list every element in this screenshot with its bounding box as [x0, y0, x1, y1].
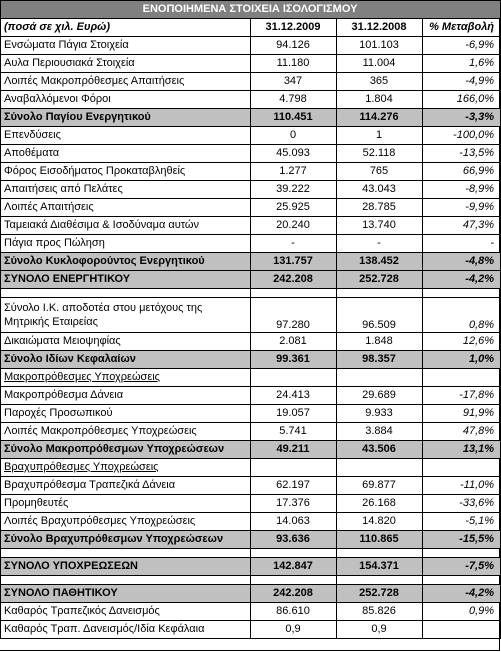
subtotal-row	[1, 531, 501, 549]
value-2009: 0,9	[251, 621, 337, 639]
change-percent: 12,6%	[423, 333, 501, 351]
value-2008: 154.371	[337, 558, 423, 576]
value-2008: 28.785	[337, 199, 423, 217]
value-2008: 85.826	[337, 603, 423, 621]
row-label: Καθαρός Τραπ. Δανεισμός/Ιδία Κεφάλαια	[1, 621, 251, 639]
table-row	[1, 576, 501, 585]
row-label: ΣΥΝΟΛΟ ΥΠΟΧΡΕΩΣΕΩΝ	[1, 558, 251, 576]
column-header-2008: 31.12.2008	[337, 19, 423, 37]
change-percent: -100,0%	[423, 127, 501, 145]
subtotal-row	[1, 558, 501, 576]
change-percent: -4,2%	[423, 271, 501, 289]
subtotal-row	[1, 441, 501, 459]
value-2009: 25.925	[251, 199, 337, 217]
value-2008: -	[337, 235, 423, 253]
value-2009: 131.757	[251, 253, 337, 271]
table-row	[1, 217, 501, 235]
row-label: Λοιπές Μακροπρόθεσμες Υποχρεώσεις	[1, 423, 251, 441]
value-2008: 11.004	[337, 55, 423, 73]
row-label: ΣΥΝΟΛΟ ΕΝΕΡΓΗΤΙΚΟΥ	[1, 271, 251, 289]
row-label: ΣΥΝΟΛΟ ΠΑΘΗΤΙΚΟΥ	[1, 585, 251, 603]
row-label: Ταμειακά Διαθέσιμα & Ισοδύναμα αυτών	[1, 217, 251, 235]
value-2009: 94.126	[251, 37, 337, 55]
value-2009: 45.093	[251, 145, 337, 163]
change-percent: -4,9%	[423, 73, 501, 91]
change-percent: -17,8%	[423, 387, 501, 405]
value-2009: 97.280	[251, 298, 337, 333]
column-header-2009: 31.12.2009	[251, 19, 337, 37]
value-2008: 52.118	[337, 145, 423, 163]
table-header-row	[1, 19, 501, 37]
value-2008: 252.728	[337, 585, 423, 603]
table-row	[1, 37, 501, 55]
change-percent: -13,5%	[423, 145, 501, 163]
value-2008: 3.884	[337, 423, 423, 441]
value-2008: 43.506	[337, 441, 423, 459]
row-label: Δικαιώματα Μειοψηφίας	[1, 333, 251, 351]
change-percent	[423, 576, 501, 585]
table-row	[1, 495, 501, 513]
change-percent: 66,9%	[423, 163, 501, 181]
table-title-row	[1, 1, 501, 19]
row-label: Παροχές Προσωπικού	[1, 405, 251, 423]
change-percent: 91,9%	[423, 405, 501, 423]
row-label	[1, 459, 251, 477]
change-percent	[423, 549, 501, 558]
value-2009: 19.057	[251, 405, 337, 423]
value-2009: 14.063	[251, 513, 337, 531]
value-2008: 69.877	[337, 477, 423, 495]
row-label: Ενσώματα Πάγια Στοιχεία	[1, 37, 251, 55]
row-label: Πάγια προς Πώληση	[1, 235, 251, 253]
value-2008: 1	[337, 127, 423, 145]
change-percent: -4,2%	[423, 585, 501, 603]
subtotal-row	[1, 351, 501, 369]
value-2009: 93.636	[251, 531, 337, 549]
table-row	[1, 235, 501, 253]
table-row	[1, 163, 501, 181]
value-2008: 43.043	[337, 181, 423, 199]
change-percent: 1,6%	[423, 55, 501, 73]
change-percent	[423, 621, 501, 639]
table-row	[1, 387, 501, 405]
change-percent	[423, 369, 501, 387]
section-heading-row	[1, 369, 501, 387]
row-label: Σύνολο Παγίου Ενεργητικού	[1, 109, 251, 127]
change-percent: -3,3%	[423, 109, 501, 127]
value-2009	[251, 549, 337, 558]
value-2009: 2.081	[251, 333, 337, 351]
value-2008: 29.689	[337, 387, 423, 405]
subtotal-row	[1, 585, 501, 603]
value-2009: 62.197	[251, 477, 337, 495]
value-2009: 11.180	[251, 55, 337, 73]
value-2009: 17.376	[251, 495, 337, 513]
value-2008	[337, 576, 423, 585]
value-2009: 242.208	[251, 271, 337, 289]
value-2008: 138.452	[337, 253, 423, 271]
change-percent: -9,9%	[423, 199, 501, 217]
table-row	[1, 621, 501, 639]
row-label: Απαιτήσεις από Πελάτες	[1, 181, 251, 199]
value-2009: 49.211	[251, 441, 337, 459]
row-label: Σύνολο Ι.Κ. αποδοτέα στου μετόχους της Μητρικής Εταιρείας	[1, 298, 251, 333]
row-label: Σύνολο Κυκλοφορούντος Ενεργητικού	[1, 253, 251, 271]
row-label: Λοιπές Μακροπρόθεσμες Απαιτήσεις	[1, 73, 251, 91]
row-label	[1, 289, 251, 298]
value-2008	[337, 459, 423, 477]
value-2009: 347	[251, 73, 337, 91]
subtotal-row	[1, 271, 501, 289]
change-percent: -	[423, 235, 501, 253]
change-percent: -7,5%	[423, 558, 501, 576]
row-label: Σύνολο Μακροπρόθεσμων Υποχρεώσεων	[1, 441, 251, 459]
subtotal-row	[1, 109, 501, 127]
row-label: Προμηθευτές	[1, 495, 251, 513]
row-label: Φόρος Εισοδήματος Προκαταβληθείς	[1, 163, 251, 181]
value-2008: 9.933	[337, 405, 423, 423]
value-2008: 26.168	[337, 495, 423, 513]
row-label: Επενδύσεις	[1, 127, 251, 145]
value-2009: 39.222	[251, 181, 337, 199]
table-row	[1, 181, 501, 199]
value-2008: 1.804	[337, 91, 423, 109]
value-2009	[251, 459, 337, 477]
change-percent: 0,8%	[423, 298, 501, 333]
table-row	[1, 127, 501, 145]
value-2008: 1.848	[337, 333, 423, 351]
value-2009: 4.798	[251, 91, 337, 109]
value-2009: 242.208	[251, 585, 337, 603]
row-label	[1, 576, 251, 585]
value-2008: 96.509	[337, 298, 423, 333]
value-2009: -	[251, 235, 337, 253]
table-row	[1, 298, 501, 333]
change-percent: 166,0%	[423, 91, 501, 109]
table-row	[1, 91, 501, 109]
change-percent: -5,1%	[423, 513, 501, 531]
value-2008: 98.357	[337, 351, 423, 369]
value-2008: 14.820	[337, 513, 423, 531]
section-heading: Βραχυπρόθεσμες Υποχρεώσεις	[4, 461, 159, 473]
row-label: Καθαρός Τραπεζικός Δανεισμός	[1, 603, 251, 621]
row-label: Λοιπές Βραχυπρόθεσμες Υποχρεώσεις	[1, 513, 251, 531]
value-2008	[337, 369, 423, 387]
change-percent: 47,3%	[423, 217, 501, 235]
column-header-change: % Μεταβολή	[423, 19, 501, 37]
value-2009: 142.847	[251, 558, 337, 576]
value-2008: 765	[337, 163, 423, 181]
table-row	[1, 549, 501, 558]
row-label	[1, 549, 251, 558]
units-label: (ποσά σε χιλ. Ευρώ)	[1, 19, 251, 37]
table-row	[1, 199, 501, 217]
value-2009: 86.610	[251, 603, 337, 621]
table-row	[1, 405, 501, 423]
row-label	[1, 369, 251, 387]
value-2009: 5.741	[251, 423, 337, 441]
change-percent: -15,5%	[423, 531, 501, 549]
change-percent	[423, 459, 501, 477]
change-percent: -33,6%	[423, 495, 501, 513]
row-label: Σύνολο Ιδίων Κεφαλαίων	[1, 351, 251, 369]
table-row	[1, 145, 501, 163]
value-2009	[251, 576, 337, 585]
section-heading: Μακροπρόθεσμες Υποχρεώσεις	[4, 371, 160, 383]
table-row	[1, 603, 501, 621]
value-2009: 110.451	[251, 109, 337, 127]
row-label: Αναβαλλόμενοι Φόροι	[1, 91, 251, 109]
value-2008: 252.728	[337, 271, 423, 289]
value-2009: 99.361	[251, 351, 337, 369]
table-row	[1, 513, 501, 531]
value-2008	[337, 289, 423, 298]
subtotal-row	[1, 253, 501, 271]
value-2008: 114.276	[337, 109, 423, 127]
change-percent: -11,0%	[423, 477, 501, 495]
value-2009	[251, 289, 337, 298]
change-percent: -4,8%	[423, 253, 501, 271]
value-2009: 1.277	[251, 163, 337, 181]
row-label: Λοιπές Απαιτήσεις	[1, 199, 251, 217]
table-row	[1, 333, 501, 351]
value-2008: 110.865	[337, 531, 423, 549]
change-percent: 1,0%	[423, 351, 501, 369]
change-percent: 47,8%	[423, 423, 501, 441]
table-title: ΕΝΟΠΟΙΗΜΕΝΑ ΣΤΟΙΧΕΙΑ ΙΣΟΛΟΓΙΣΜΟΥ	[1, 1, 501, 19]
value-2008: 0,9	[337, 621, 423, 639]
row-label: Αποθέματα	[1, 145, 251, 163]
change-percent: -8,9%	[423, 181, 501, 199]
change-percent	[423, 289, 501, 298]
table-row	[1, 55, 501, 73]
row-label: Μακροπρόθεσμα Δάνεια	[1, 387, 251, 405]
section-heading-row	[1, 459, 501, 477]
table-row	[1, 423, 501, 441]
table-row	[1, 73, 501, 91]
row-label: Αυλα Περιουσιακά Στοιχεία	[1, 55, 251, 73]
table-row	[1, 289, 501, 298]
value-2009: 0	[251, 127, 337, 145]
change-percent: 13,1%	[423, 441, 501, 459]
value-2009: 20.240	[251, 217, 337, 235]
value-2008: 13.740	[337, 217, 423, 235]
table-row	[1, 477, 501, 495]
value-2009: 24.413	[251, 387, 337, 405]
value-2008	[337, 549, 423, 558]
value-2008: 101.103	[337, 37, 423, 55]
row-label: Σύνολο Βραχυπρόθεσμων Υποχρεώσεων	[1, 531, 251, 549]
value-2009	[251, 369, 337, 387]
value-2008: 365	[337, 73, 423, 91]
change-percent: -6,9%	[423, 37, 501, 55]
row-label: Βραχυπρόθεσμα Τραπεζικά Δάνεια	[1, 477, 251, 495]
change-percent: 0,9%	[423, 603, 501, 621]
